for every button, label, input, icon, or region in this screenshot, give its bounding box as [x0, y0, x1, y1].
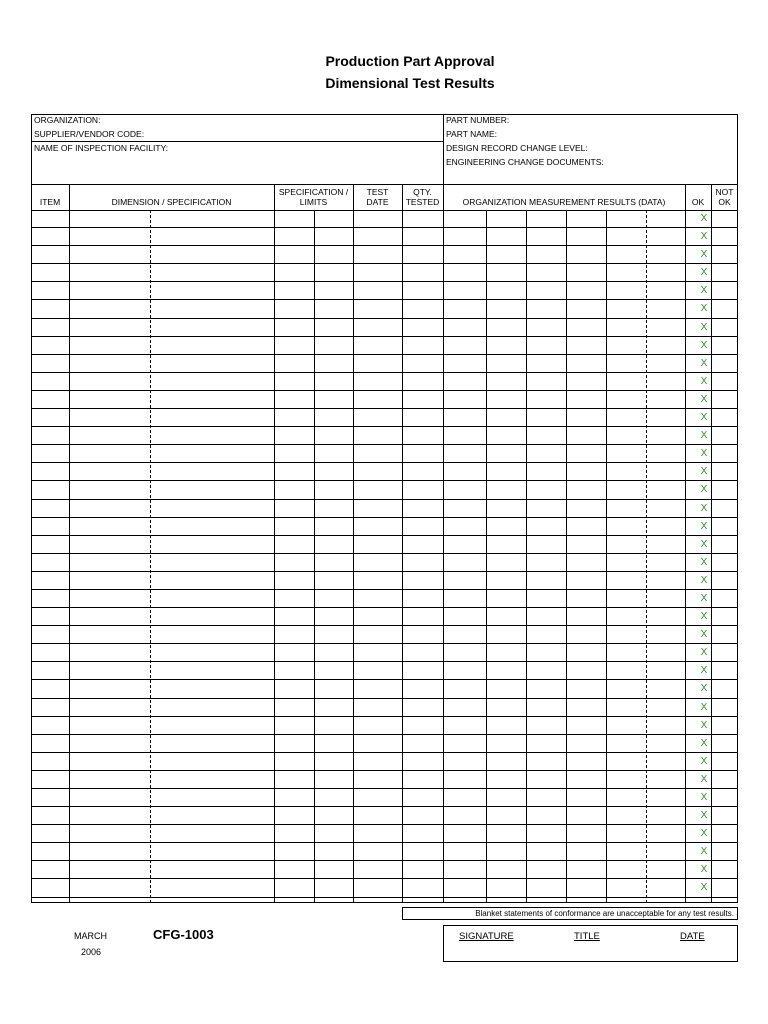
ok-mark: X — [700, 755, 708, 767]
table-row[interactable] — [31, 373, 738, 391]
ok-mark: X — [700, 448, 708, 460]
table-row[interactable] — [31, 572, 738, 590]
ok-mark: X — [700, 231, 708, 243]
ok-mark: X — [700, 285, 708, 297]
table-row[interactable] — [31, 861, 738, 879]
table-row[interactable] — [31, 608, 738, 626]
header-not-ok-2: OK — [718, 197, 731, 207]
ok-mark: X — [700, 502, 708, 514]
table-row[interactable] — [31, 662, 738, 680]
form-title: Production Part Approval — [325, 53, 495, 69]
ok-mark: X — [700, 430, 708, 442]
table-row[interactable] — [31, 789, 738, 807]
ok-mark: X — [700, 719, 708, 731]
header-results: ORGANIZATION MEASUREMENT RESULTS (DATA) — [462, 197, 666, 207]
table-row[interactable] — [31, 337, 738, 355]
table-row[interactable] — [31, 753, 738, 771]
ok-mark: X — [700, 737, 708, 749]
ok-mark: X — [700, 213, 708, 224]
info-divider — [443, 114, 444, 184]
ok-mark: X — [700, 592, 708, 604]
ok-mark: X — [700, 574, 708, 586]
part-name-label: PART NAME: — [446, 129, 498, 139]
part-number-label: PART NUMBER: — [446, 115, 510, 125]
table-row[interactable] — [31, 680, 738, 698]
ok-mark: X — [700, 303, 708, 315]
signature-label: SIGNATURE — [459, 931, 514, 942]
ok-mark: X — [700, 321, 708, 333]
header-not-ok-1: NOT — [715, 187, 734, 197]
ok-mark: X — [700, 846, 708, 858]
eng-change-docs-label: ENGINEERING CHANGE DOCUMENTS: — [446, 157, 604, 167]
header-spec-limits-1: SPECIFICATION / — [278, 187, 349, 197]
ok-mark: X — [700, 882, 708, 894]
ok-mark: X — [700, 267, 708, 279]
blanket-statement-note: Blanket statements of conformance are unacceptable for any test results. — [402, 907, 738, 920]
ok-mark: X — [700, 556, 708, 568]
table-row[interactable] — [31, 445, 738, 463]
table-row[interactable] — [31, 536, 738, 554]
form-subtitle: Dimensional Test Results — [325, 75, 495, 91]
ok-mark: X — [700, 339, 708, 351]
form-month: MARCH — [74, 931, 107, 941]
ok-mark: X — [700, 375, 708, 387]
header-qty-1: QTY. — [413, 187, 432, 197]
ok-mark: X — [700, 484, 708, 496]
table-row[interactable] — [31, 355, 738, 373]
ok-mark: X — [700, 701, 708, 713]
ok-mark: X — [700, 792, 708, 803]
table-row[interactable] — [31, 210, 738, 228]
table-row[interactable] — [31, 590, 738, 608]
table-row[interactable] — [31, 391, 738, 409]
info-bottom-line — [31, 184, 738, 185]
table-row[interactable] — [31, 843, 738, 861]
table-row[interactable] — [31, 626, 738, 644]
table-row[interactable] — [31, 717, 738, 735]
table-row[interactable] — [31, 879, 738, 897]
table-row[interactable] — [31, 319, 738, 337]
table-row[interactable] — [31, 771, 738, 789]
form-code: CFG-1003 — [153, 927, 214, 942]
ok-mark: X — [700, 665, 708, 677]
supplier-code-label: SUPPLIER/VENDOR CODE: — [34, 129, 145, 139]
ok-mark: X — [700, 249, 708, 261]
header-test-date-1: TEST — [366, 187, 389, 197]
table-row[interactable] — [31, 518, 738, 536]
date-label: DATE — [680, 931, 705, 942]
ok-mark: X — [700, 357, 708, 369]
table-row[interactable] — [31, 807, 738, 825]
header-spec-limits-2: LIMITS — [299, 197, 328, 207]
table-row[interactable] — [31, 481, 738, 499]
ok-mark: X — [700, 773, 708, 785]
table-row[interactable] — [31, 409, 738, 427]
table-row[interactable] — [31, 699, 738, 717]
ok-mark: X — [700, 538, 708, 550]
ok-mark: X — [700, 393, 708, 405]
ok-mark: X — [700, 466, 708, 478]
info-row-line — [31, 141, 443, 142]
ok-mark: X — [700, 629, 708, 641]
header-qty-2: TESTED — [405, 197, 440, 207]
ok-mark: X — [700, 864, 708, 876]
ok-mark: X — [700, 412, 708, 424]
ok-mark: X — [700, 810, 708, 822]
table-row[interactable] — [31, 825, 738, 843]
table-row[interactable] — [31, 500, 738, 518]
organization-label: ORGANIZATION: — [34, 115, 101, 125]
form-year: 2006 — [81, 947, 102, 957]
header-test-date-2: DATE — [366, 197, 389, 207]
inspection-facility-label: NAME OF INSPECTION FACILITY: — [34, 143, 169, 153]
results-table-body — [31, 210, 738, 898]
ok-mark: X — [700, 647, 708, 659]
table-row[interactable] — [31, 300, 738, 318]
table-row[interactable] — [31, 644, 738, 662]
signature-box[interactable] — [443, 925, 738, 962]
ok-mark: X — [700, 520, 708, 532]
header-item: ITEM — [39, 197, 61, 207]
ok-mark: X — [700, 611, 708, 623]
table-row[interactable] — [31, 228, 738, 246]
table-row[interactable] — [31, 282, 738, 300]
ok-mark: X — [700, 828, 708, 840]
ok-mark: X — [700, 683, 708, 695]
header-dimension: DIMENSION / SPECIFICATION — [111, 197, 232, 207]
title-label: TITLE — [574, 931, 600, 942]
table-row[interactable] — [31, 735, 738, 753]
table-row[interactable] — [31, 246, 738, 264]
table-row[interactable] — [31, 427, 738, 445]
table-row[interactable] — [31, 554, 738, 572]
header-ok: OK — [691, 197, 705, 207]
design-record-label: DESIGN RECORD CHANGE LEVEL: — [446, 143, 588, 153]
table-row[interactable] — [31, 264, 738, 282]
table-row[interactable] — [31, 463, 738, 481]
